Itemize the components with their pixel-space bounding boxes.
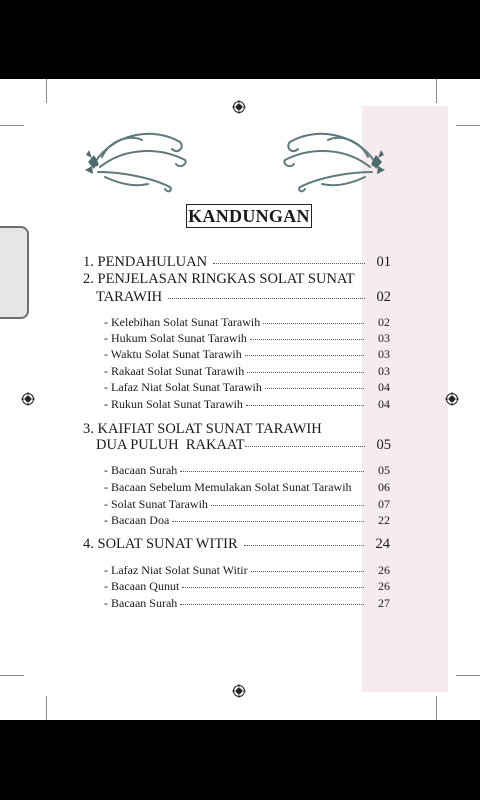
page-title: KANDUNGAN [186,204,312,228]
registration-mark-icon [232,684,246,698]
toc-page-number: 03 [378,331,390,345]
toc-page-number: 03 [378,364,390,378]
dot-leader [182,586,364,588]
toc-section-3[interactable] [96,437,391,454]
toc-subitem[interactable] [104,397,390,412]
crop-mark [436,79,437,103]
toc-subitem[interactable] [104,331,390,346]
toc-page-number: 01 [376,254,391,270]
toc-section-2-line1[interactable]: 2. PENJELASAN RINGKAS SOLAT SUNAT [83,271,355,287]
dot-leader [246,404,364,406]
toc-subitem[interactable] [104,380,390,395]
dot-leader [250,338,364,340]
toc-page-number: 05 [378,463,390,477]
toc-label: TARAWIH [96,289,163,305]
toc-section-4[interactable] [83,536,390,553]
toc-label: - Bacaan Doa [104,513,170,527]
floral-ornament-icon [280,122,390,197]
toc-label: - Bacaan Surah [104,463,178,477]
dot-leader [265,387,364,389]
toc-label: - Lafaz Niat Solat Sunat Tarawih [104,380,262,394]
toc-subitem[interactable] [104,513,390,528]
crop-mark [0,125,24,126]
toc-page-number: 26 [378,563,390,577]
toc-subitem[interactable] [104,463,390,478]
toc-section-2[interactable] [96,289,391,306]
toc-label: - Kelebihan Solat Sunat Tarawih [104,315,261,329]
dot-leader [213,262,364,264]
toc-label: - Bacaan Sebelum Memulakan Solat Sunat Tarawih [104,480,352,494]
toc-page-number: 24 [375,536,390,552]
crop-mark [46,696,47,720]
toc-label: 4. SOLAT SUNAT WITIR [83,536,238,552]
toc-label: - Lafaz Niat Solat Sunat Witir [104,563,248,577]
toc-subitem[interactable] [104,364,390,379]
dot-leader [172,520,364,522]
dot-leader [180,603,364,605]
toc-subitem[interactable] [104,315,390,330]
toc-section-3-line1[interactable]: 3. KAIFIAT SOLAT SUNAT TARAWIH [83,421,322,437]
crop-mark [436,696,437,720]
toc-page-number: 02 [376,289,391,305]
side-tab-handle[interactable] [0,226,29,319]
toc-label: - Bacaan Qunut [104,579,180,593]
dot-leader [247,371,364,373]
toc-page-number: 27 [378,596,390,610]
toc-page-number: 02 [378,315,390,329]
floral-ornament-icon [80,122,190,197]
toc-label: - Bacaan Surah [104,596,178,610]
toc-subitem[interactable] [104,563,390,578]
toc-label: DUA PULUH RAKAAT [96,437,245,453]
toc-page-number: 22 [378,513,390,527]
crop-mark [46,79,47,103]
toc-label: - Waktu Solat Sunat Tarawih [104,347,242,361]
toc-subitem[interactable] [104,347,390,362]
registration-mark-icon [232,100,246,114]
dot-leader [263,322,364,324]
toc-page-number: 05 [376,437,391,453]
dot-leader [245,354,364,356]
toc-subitem[interactable] [104,579,390,594]
dot-leader [244,544,364,546]
toc-label: - Rakaat Solat Sunat Tarawih [104,364,245,378]
registration-mark-icon [21,392,35,406]
dot-leader [180,470,364,472]
toc-page-number: 26 [378,579,390,593]
dot-leader [353,488,372,489]
crop-mark [0,675,24,676]
crop-mark [456,125,480,126]
toc-page-number: 06 [378,480,390,494]
toc-subitem[interactable] [104,497,390,512]
toc-page-number: 03 [378,347,390,361]
toc-section-1[interactable] [83,254,391,271]
toc-page-number: 07 [378,497,390,511]
toc-label: - Rukun Solat Sunat Tarawih [104,397,243,411]
toc-subitem[interactable] [104,596,390,611]
dot-leader [251,570,364,572]
toc-page-number: 04 [378,380,390,394]
crop-mark [456,675,480,676]
dot-leader [168,297,364,299]
toc-subitem[interactable] [104,480,390,495]
registration-mark-icon [445,392,459,406]
toc-label: 1. PENDAHULUAN [83,254,208,270]
toc-page-number: 04 [378,397,390,411]
dot-leader [211,504,364,506]
toc-label: - Hukum Solat Sunat Tarawih [104,331,247,345]
dot-leader [245,445,365,447]
toc-label: - Solat Sunat Tarawih [104,497,208,511]
